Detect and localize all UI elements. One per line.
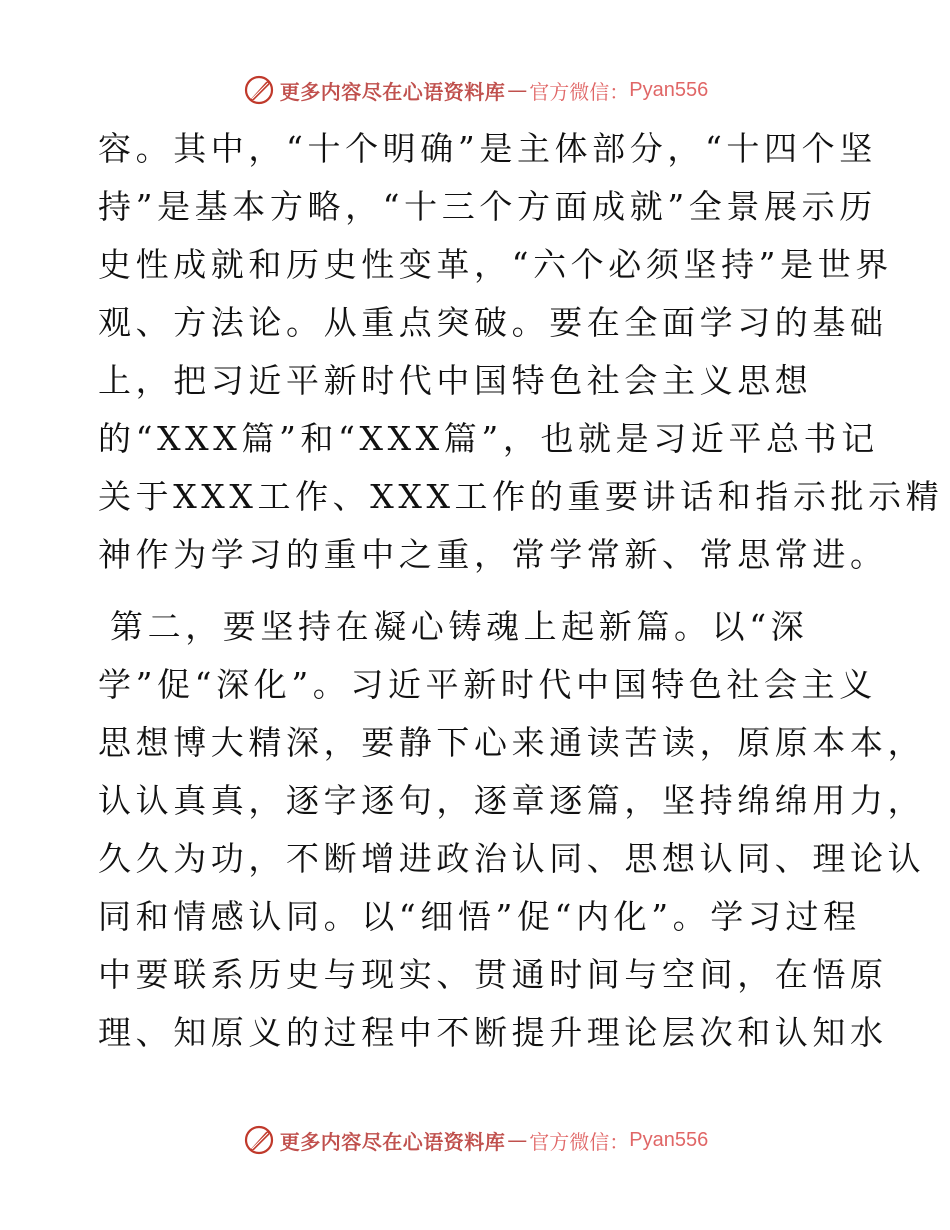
text-line: 上，把习近平新时代中国特色社会主义思想: [98, 361, 813, 400]
wechat-id: Pyan556: [629, 1128, 709, 1151]
header-watermark: [0, 70, 950, 110]
footer-watermark: [0, 1120, 950, 1160]
text-line: 理、知原义的过程中不断提升理论层次和认知水: [98, 1013, 888, 1052]
text-line: 认认真真，逐字逐句，逐章逐篇，坚持绵绵用力，: [98, 781, 926, 820]
text-line: 观、方法论。从重点突破。要在全面学习的基础: [98, 303, 888, 342]
text-line: 同和情感认同。以“细悟”促“内化”。学习过程: [98, 897, 861, 936]
site-name: 更多内容尽在心语资料库: [279, 79, 506, 104]
text-line: 学”促“深化”。习近平新时代中国特色社会主义: [98, 665, 877, 704]
text-line: 关于XXX工作、XXX工作的重要讲话和指示批示精: [98, 477, 944, 516]
separator-dash: —: [507, 1128, 528, 1152]
separator-dash: —: [507, 78, 528, 102]
text-line: 持”是基本方略，“十三个方面成就”全景展示历: [98, 187, 877, 226]
text-line: 容。其中，“十个明确”是主体部分，“十四个坚: [98, 129, 877, 168]
document-body: [98, 120, 944, 1062]
quill-logo-icon: [242, 1123, 276, 1157]
paragraph: [98, 598, 926, 1062]
text-line: 神作为学习的重中之重，常学常新、常思常进。: [98, 535, 888, 574]
text-line: 久久为功，不断增进政治认同、思想认同、理论认: [98, 839, 926, 878]
text-line: 的“XXX篇”和“XXX篇”，也就是习近平总书记: [98, 419, 879, 458]
text-line: 思想博大精深，要静下心来通读苦读，原原本本，: [98, 723, 926, 762]
text-line: 史性成就和历史性变革，“六个必须坚持”是世界: [98, 245, 893, 284]
text-line: 中要联系历史与现实、贯通时间与空间，在悟原: [98, 955, 888, 994]
quill-logo-icon: [242, 73, 276, 107]
paragraph: [98, 120, 944, 584]
wechat-label: 官方微信：: [529, 79, 630, 104]
site-name: 更多内容尽在心语资料库: [279, 1129, 506, 1154]
wechat-id: Pyan556: [629, 78, 709, 101]
text-line: 第二，要坚持在凝心铸魂上起新篇。以“深: [110, 607, 809, 646]
wechat-label: 官方微信：: [529, 1129, 630, 1154]
